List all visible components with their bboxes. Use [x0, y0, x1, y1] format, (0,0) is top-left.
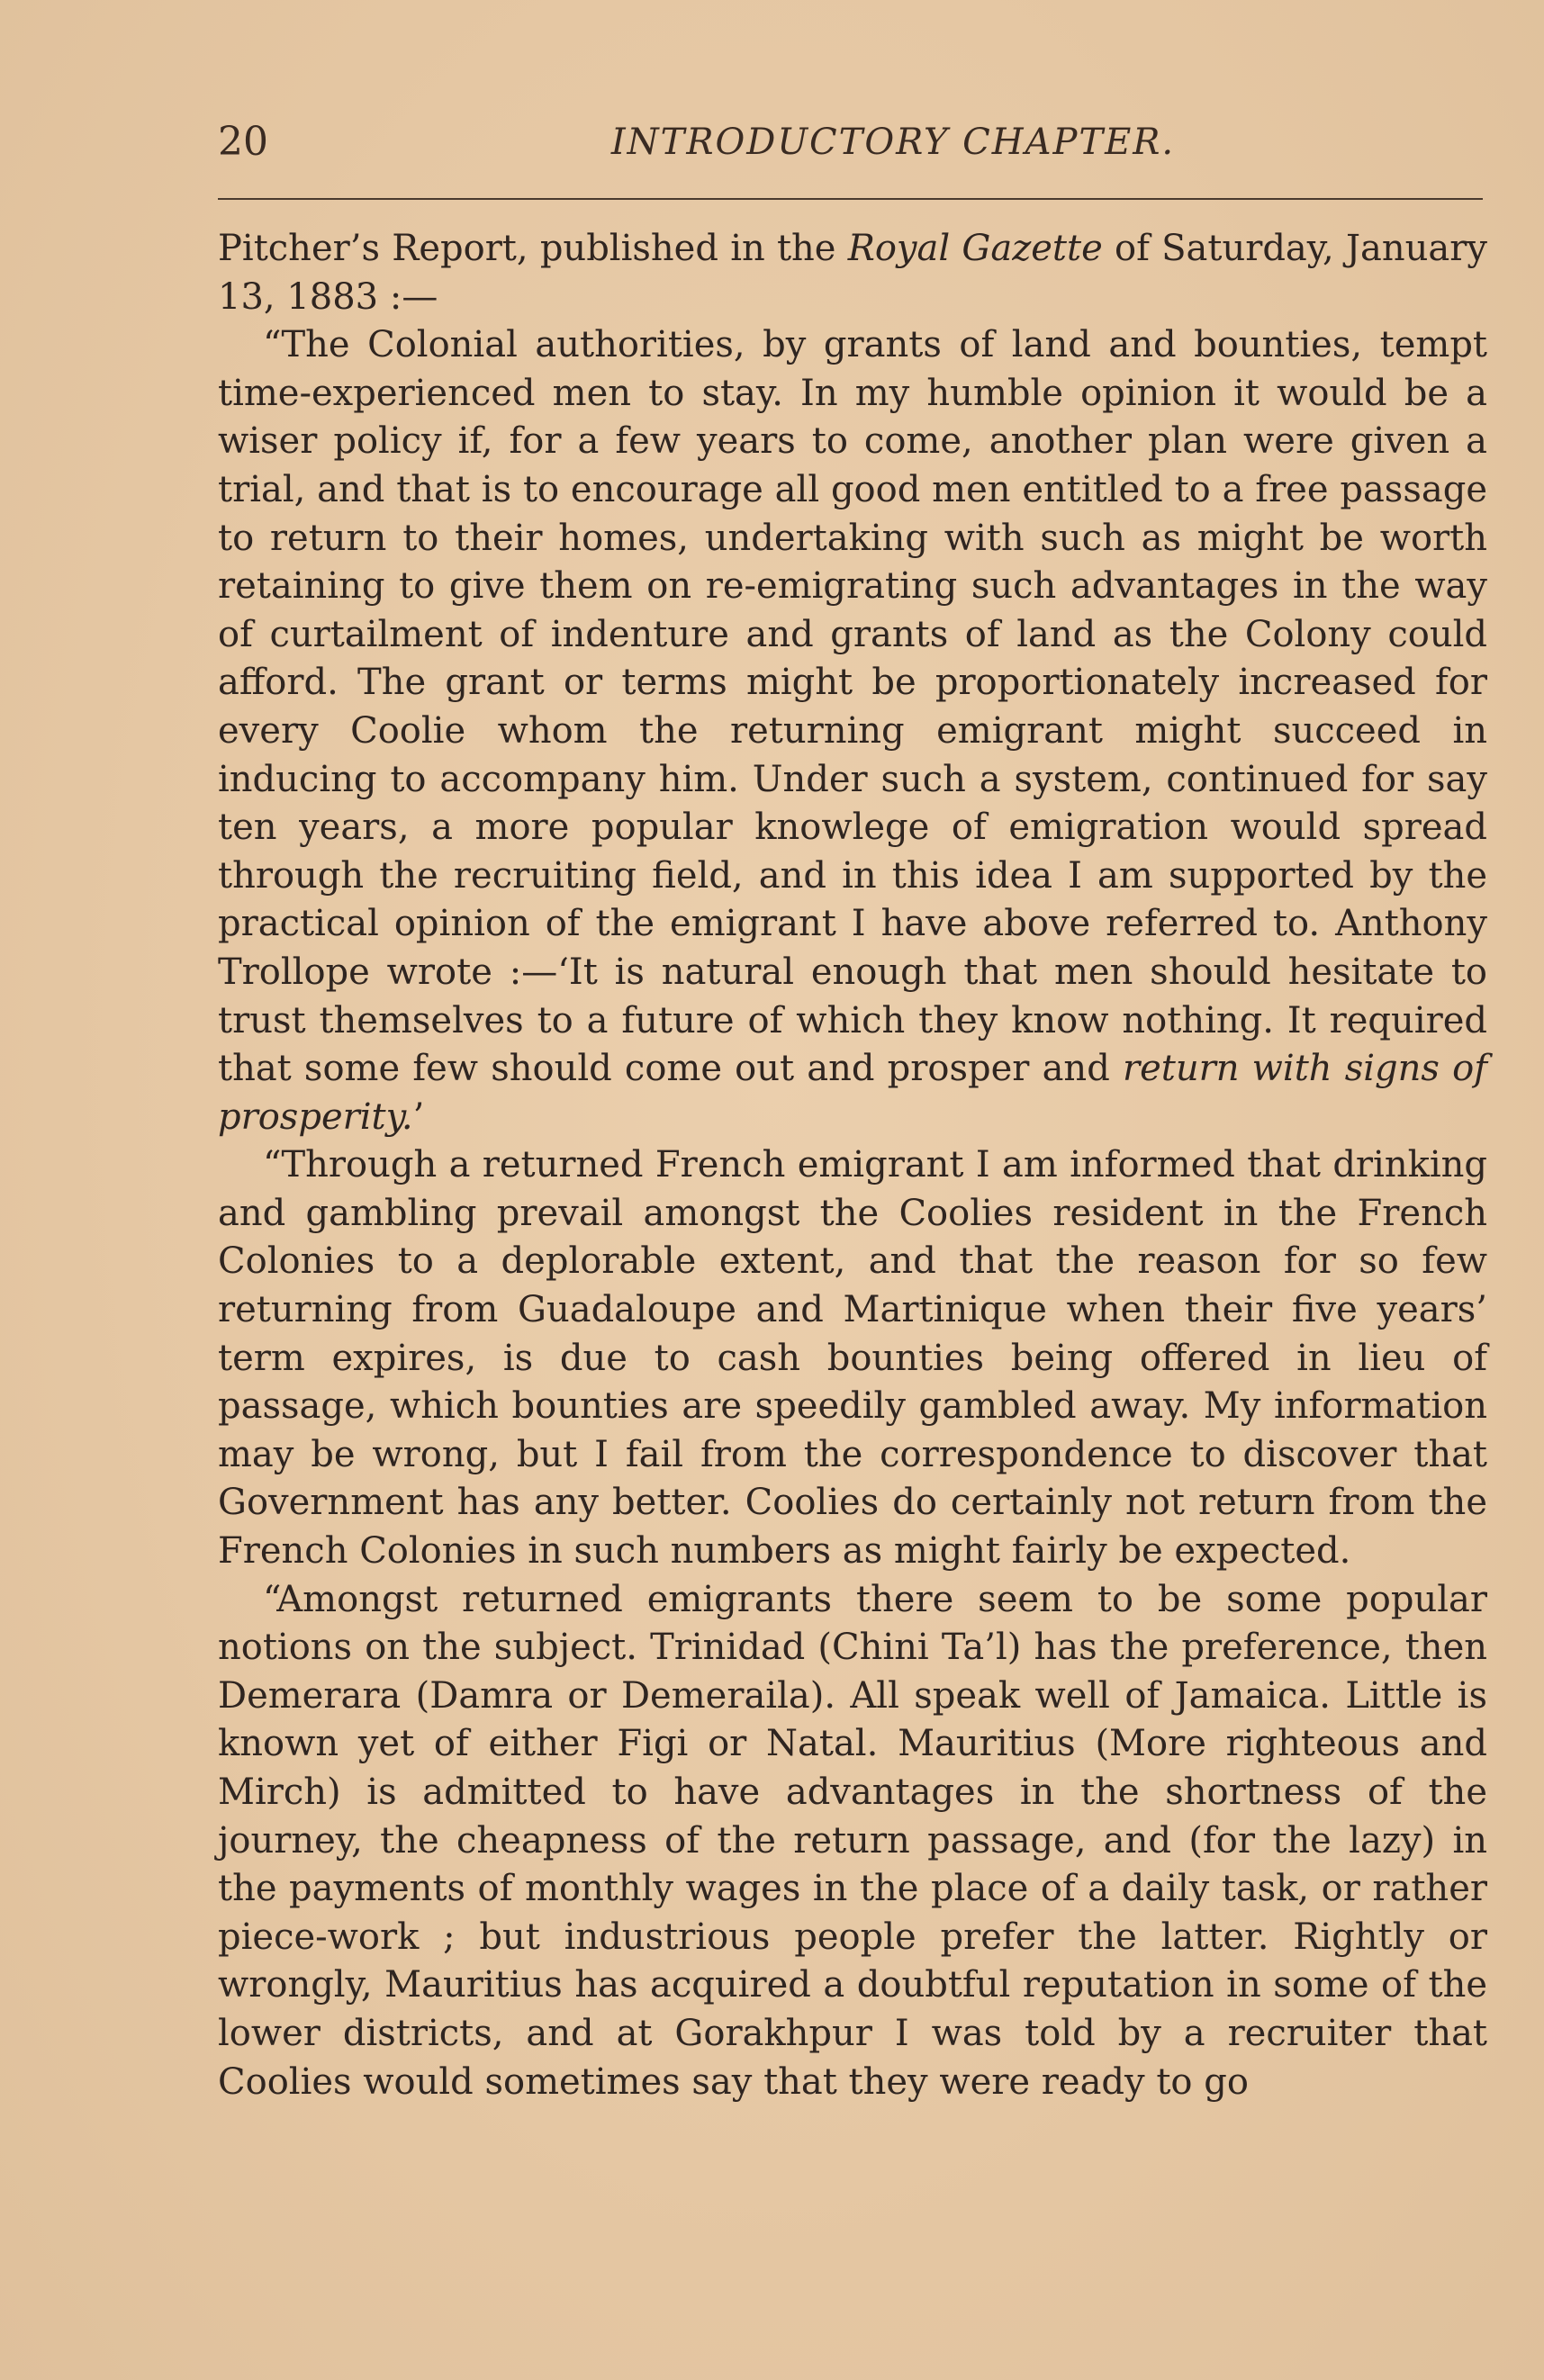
- intro-after: of Saturday, January 13, 1883 :—: [218, 228, 1487, 318]
- quote-paragraph-3: “Amongst returned emigrants there seem to be some popular notions on the subject. Trinidad (Chini Ta’l) has the preference, then Demerara (Damra or Demeraila). All speak well of Jamaica. Little is known yet of either Figi or Natal. Mauritius (More righteous and Mirch) is admitted to have advantages in the shortness of the journey, the cheapness of the return passage, and (for the lazy) in the payments of monthly wages in the place of a daily task, or rather piece-work ; but industrious people prefer the latter. Rightly or wrongly, Mauritius has acquired a doubtful reputation in some of the lower districts, and at Gorakhpur I was told by a recruiter that Coolies would sometimes say that they were ready to go: [218, 1578, 1487, 2103]
- quote-paragraph-1-text: “The Colonial authorities, by grants of land and bounties, tempt time-experienced men to stay. In my humble opinion it would be a wiser policy if, for a few years to come, another plan were given a trial, and that is to encourage all good men entitled to a free passage to return to their homes, undertaking with such as might be worth retaining to give them on re-emigrating such advantages in the way of curtailment of indenture and grants of land as the Colony could afford. The grant or terms might be proportionately increased for every Coolie whom the returning emigrant might succeed in inducing to accompany him. Under such a system, continued for say ten years, a more popular knowlege of emigration would spread through the recruiting field, and in this idea I am supported by the practical opinion of the emigrant I have above referred to. Anthony Trollope wrote :—‘It is natural enough that men should hesitate to trust themselves to a future of which they know nothing. It required that some few should come out and prosper and: [218, 324, 1487, 1090]
- page-header: [218, 115, 1487, 169]
- quote-paragraph-1: [218, 321, 1487, 1141]
- quote-paragraph-1-after: ’: [412, 1095, 425, 1138]
- quote-paragraph-1-italic: return with signs of prosperity.: [218, 1048, 1487, 1138]
- header-rule: [218, 198, 1483, 200]
- page-number: 20: [218, 119, 268, 165]
- body-text: [218, 225, 1487, 2106]
- intro-italic: Royal Gazette: [847, 228, 1103, 269]
- intro-paragraph: [218, 225, 1487, 321]
- quote-paragraph-2: “Through a returned French emigrant I am informed that drinking and gambling prevail amongst the Coolies resident in the French Colonies to a deplorable extent, and that the reason for so few returning from Guadaloupe and Martinique when their five years’ term expires, is due to cash bounties being offered in lieu of passage, which bounties are speedily gambled away. My information may be wrong, but I fail from the correspondence to discover that Government has any better. Coolies do certainly not return from the French Colonies in such numbers as might fairly be expected.: [218, 1144, 1487, 1573]
- intro-before: Pitcher’s Report, published in the: [218, 228, 848, 269]
- running-head: INTRODUCTORY CHAPTER.: [610, 122, 1176, 163]
